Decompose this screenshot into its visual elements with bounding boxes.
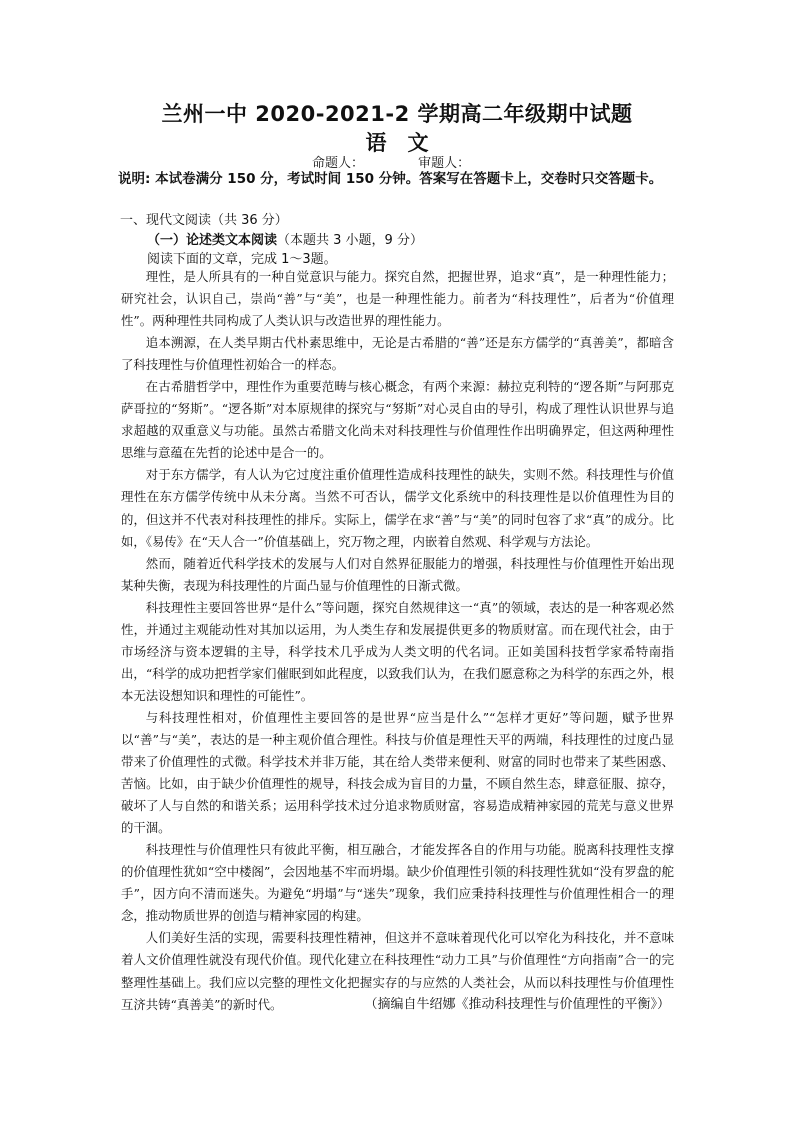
passage-paragraph: 人们美好生活的实现，需要科技理性精神，但这并不意味着现代化可以窄化为科技化，并不意味着人文价值理性就没有现代价值。现代化建立在科技理性“动力工具”与价值理性“方向指南”合一的完整理性基础上。我们应以完整的理性文化把握实存的与应然的人类社会，从而以科技理性与价值理性互济共铸“真善美”的新时代。 <box>121 930 674 1012</box>
reading-instruction: 阅读下面的文章，完成 1～3题。 <box>147 252 337 267</box>
passage-paragraph: 在古希腊哲学中，理性作为重要范畴与核心概念，有两个来源：赫拉克利特的“逻各斯”与阿那克萨哥拉的“努斯”。“逻各斯”对本原规律的探究与“努斯”对心灵自由的导引，构成了理性认识世界与追求超越的双重意义与功能。虽然古希腊文化尚未对科技理性与价值理性作出明确界定，但这两种理性思维与意蕴在先哲的论述中是合一的。 <box>121 379 674 461</box>
passage-paragraph: 理性，是人所具有的一种自觉意识与能力。探究自然，把握世界，追求“真”，是一种理性能力；研究社会，认识自己，崇尚“善”与“美”，也是一种理性能力。前者为“科技理性”，后者为“价值理性”。两种理性共同构成了人类认识与改造世界的理性能力。 <box>121 269 674 329</box>
subsection-heading <box>147 229 423 248</box>
subsection-heading-bold: （一）论述类文本阅读 <box>147 233 278 248</box>
author-line <box>312 152 470 171</box>
subject-title: 语 文 <box>365 131 429 155</box>
setter-label: 命题人： <box>312 156 365 171</box>
passage-paragraph: 科技理性主要回答世界“是什么”等问题，探究自然规律这一“真”的领域，表达的是一种客观必然性，并通过主观能动性对其加以运用，为人类生存和发展提供更多的物质财富。而在现代社会，由于市场经济与资本逻辑的主导，科学技术几乎成为人类文明的代名词。正如美国科技哲学家希特南指出，“科学的成功把哲学家们催眠到如此程度，以致我们认为，在我们愿意称之为科学的东西之外，根本无法设想知识和理性的可能性”。 <box>121 599 674 703</box>
passage-paragraph: 对于东方儒学，有人认为它过度注重价值理性造成科技理性的缺失，实则不然。科技理性与价值理性在东方儒学传统中从未分离。当然不可否认，儒学文化系统中的科技理性是以价值理性为目的的，但这并不代表对科技理性的排斥。实际上，儒学在求“善”与“美”的同时包容了求“真”的成分。比如，《易传》在“天人合一”价值基础上，究万物之理，内嵌着自然观、科学观与方法论。 <box>121 467 674 549</box>
subsection-heading-rest: （本题共 3 小题，9 分） <box>277 233 423 248</box>
exam-notice: 说明: 本试卷满分 150 分，考试时间 150 分钟。答案写在答题卡上，交卷时只交答题卡。 <box>118 171 663 187</box>
passage-paragraph: 然而，随着近代科学技术的发展与人们对自然界征服能力的增强，科技理性与价值理性开始出现某种失衡，表现为科技理性的片面凸显与价值理性的日渐式微。 <box>121 555 674 593</box>
passage-source: （摘编自牛绍娜《推动科技理性与价值理性的平衡》） <box>364 997 670 1012</box>
passage <box>121 266 674 1016</box>
exam-title: 兰州一中 2020-2021-2 学期高二年级期中试题 <box>161 102 633 126</box>
reviewer-label: 审题人： <box>418 156 471 171</box>
passage-paragraph: 科技理性与价值理性只有彼此平衡，相互融合，才能发挥各自的作用与功能。脱离科技理性支撑的价值理性犹如“空中楼阁”，会因地基不牢而坍塌。缺少价值理性引领的科技理性犹如“没有罗盘的舵手”，因方向不清而迷失。为避免“坍塌”与“迷失”现象，我们应秉持科技理性与价值理性相合一的理念，推动物质世界的创造与精神家园的构建。 <box>121 842 674 924</box>
passage-paragraph: 追本溯源，在人类早期古代朴素思维中，无论是古希腊的“善”还是东方儒学的“真善美”，都暗含了科技理性与价值理性初始合一的样态。 <box>121 335 674 373</box>
section-heading: 一、现代文阅读（共 36 分） <box>120 213 288 228</box>
passage-paragraph: 与科技理性相对，价值理性主要回答的是世界“应当是什么”“怎样才更好”等问题，赋予世界以“善”与“美”，表达的是一种主观价值合理性。科技与价值是理性天平的两端，科技理性的过度凸显带来了价值理性的式微。科学技术并非万能，其在给人类带来便利、财富的同时也带来了某些困惑、苦恼。比如，由于缺少价值理性的规导，科技会成为盲目的力量，不顾自然生态，肆意征服、掠夺，破坏了人与自然的和谐关系；运用科学技术过分追求物质财富，容易造成精神家园的荒芜与意义世界的干涸。 <box>121 709 674 836</box>
